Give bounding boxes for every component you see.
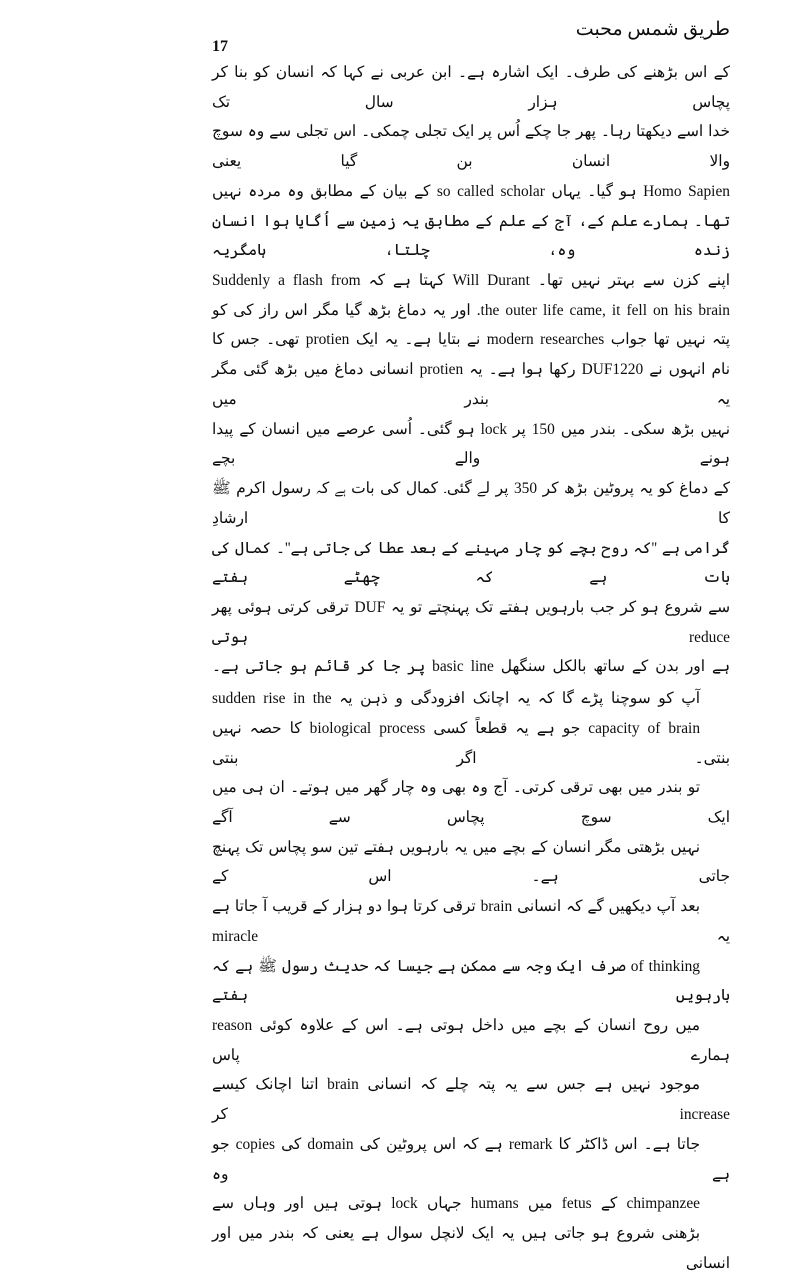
text-line: سے شروع ہو کر جب بارہویں ہفتے تک پہنچتے تو یہ DUF ترقی کرتی ہوئی پھر reduce ہوتی: [212, 598, 730, 646]
text-line: chimpanzee کے fetus میں humans جہاں lock ہوتی ہیں اور وہاں سے: [212, 1195, 700, 1213]
text-line: Homo Sapien ہو گیا۔ یہاں so called scholar کے بیان کے مطابق وہ مردہ نہیں: [212, 182, 730, 200]
paragraph-2: [212, 684, 730, 1278]
page-number: 17: [212, 38, 228, 55]
text-line: جاتا ہے۔ اس ڈاکٹر کا remark ہے کہ اس پروٹین کی domain کی copies جو ہے وہ: [212, 1135, 730, 1183]
text-line: کے اس بڑھنے کی طرف۔ ایک اشارہ ہے۔ ابن عربی نے کہا کہ انسان کو بنا کر پچاس ہزار سال تک: [212, 64, 730, 111]
book-title: طریق شمس محبت: [575, 19, 730, 40]
text-line: تو بندر میں بھی ترقی کرتی۔ آج وہ بھی وہ چار گھر میں ہوتے۔ ان ہی میں ایک سوچ پچاس سے آگے: [212, 779, 730, 826]
text-line: ہے اور بدن کے ساتھ بالکل سنگھل basic line پر جا کر قائم ہو جاتی ہے۔: [212, 658, 730, 676]
text-line: خدا اسے دیکھتا رہا۔ پھر جا چکے اُس پر ایک تجلی چمکی۔ اس تجلی سے وہ سوچ والا انسان بن گیا یعنی: [212, 123, 730, 171]
text-line: آپ کو سوچنا پڑے گا کہ یہ اچانک افزودگی و ذہن یہ sudden rise in the: [212, 690, 701, 708]
page-header: [212, 16, 730, 58]
text-line: گرامی ہے ''کہ روح بچے کو چار مہینے کے بعد عطا کی جاتی ہے''۔ کمال کی بات ہے کہ چھٹے ہفتے: [212, 539, 730, 587]
text-line: نہیں بڑھتی مگر انسان کے بچے میں یہ بارہویں ہفتے تین سو پچاس تک پہنچ جاتی ہے۔ اس کے: [212, 838, 730, 886]
text-line: of thinking صرف ایک وجہ سے ممکن ہے جیسا کہ حدیث رسول ﷺ ہے کہ بارہویں ہفتے: [212, 957, 730, 1005]
text-line: the outer life came, it fell on his brain. اور یہ دماغ بڑھ گیا مگر اس راز کی کو: [212, 301, 731, 319]
page-body: [212, 58, 730, 1278]
text-line: موجود نہیں ہے جس سے یہ پتہ چلے کہ انسانی brain اتنا اچانک کیسے increase کر: [212, 1076, 730, 1124]
text-line: اپنے کزن سے بہتر نہیں تھا۔ Will Durant کہتا ہے کہ Suddenly a flash from: [212, 272, 731, 290]
text-line: کے دماغ کو یہ پروٹین بڑھ کر 350 پر لے گئی۔ کمال کی بات ہے کہ رسول اکرم ﷺ کا ارشادِ: [212, 480, 730, 527]
text-line: بڑھنی شروع ہو جاتی ہیں یہ ایک لانچل سوال ہے یعنی کہ بندر میں اور انسانی: [212, 1225, 730, 1272]
text-line: تھا۔ ہمارے علم کے، آج کے علم کے مطابق یہ زمین سے اُگایا ہوا انسان زندہ وہ، چلتا، ہامگریہ: [212, 212, 730, 260]
text-line: نام انہوں نے DUF1220 رکھا ہوا ہے۔ یہ protien انسانی دماغ میں بڑھ گئی مگر یہ بندر میں: [212, 361, 730, 408]
text-line: پتہ نہیں تھا جواب modern researches نے بتایا ہے۔ یہ ایک protien تھی۔ جس کا: [212, 331, 731, 349]
paragraph-1: [212, 58, 730, 682]
text-line: بعد آپ دیکھیں گے کہ انسانی brain ترقی کرتا ہوا دو ہزار کے قریب آ جاتا ہے یہ miracle: [212, 898, 730, 945]
text-line: نہیں بڑھ سکی۔ بندر میں 150 پر lock ہو گئی۔ اُسی عرصے میں انسان کے پیدا ہونے والے بچے: [212, 420, 730, 468]
text-line: capacity of brain جو ہے یہ قطعاً کسی biological process کا حصہ نہیں بنتی۔ اگر بنتی: [212, 719, 730, 767]
text-line: میں روح انسان کے بچے میں داخل ہوتی ہے۔ اس کے علاوہ کوئی reason ہمارے پاس: [212, 1017, 730, 1064]
